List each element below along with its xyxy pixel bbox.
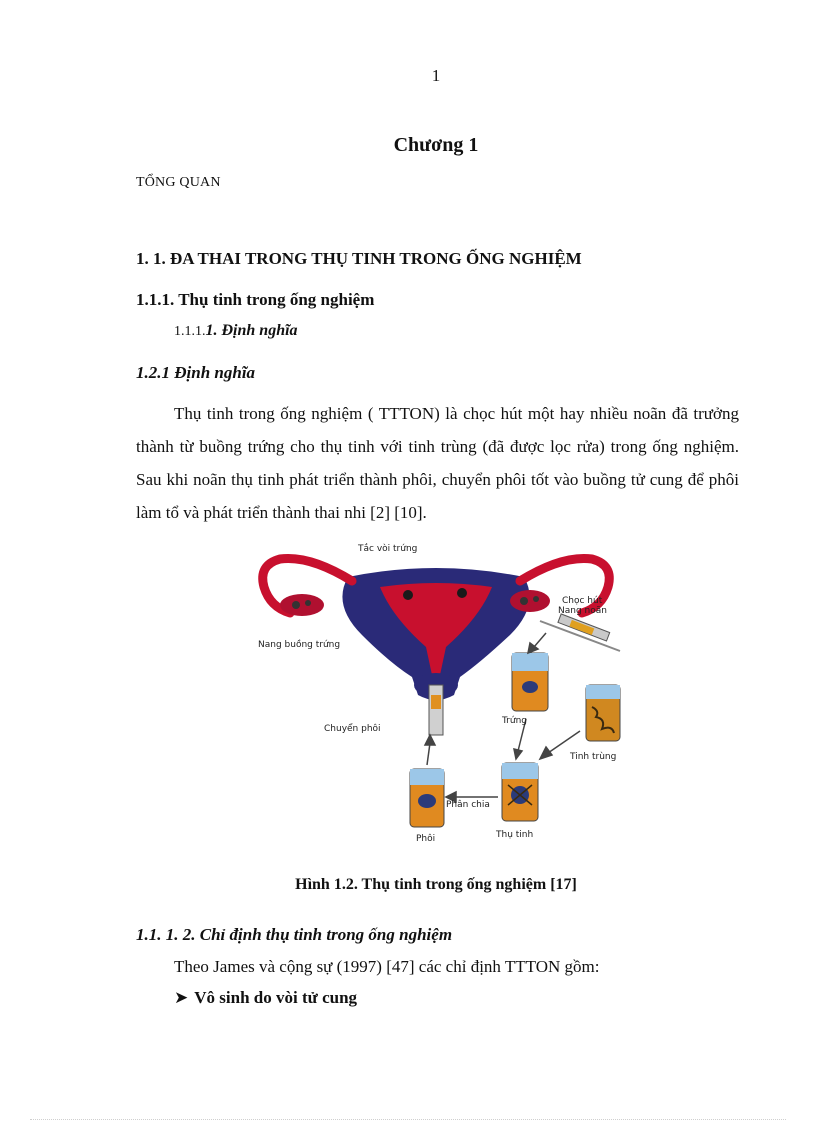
section-heading: 1. 1. ĐA THAI TRONG THỤ TINH TRONG ỐNG NGHIỆM [136, 249, 582, 268]
right-ovary [510, 590, 550, 612]
bullet-text: Vô sinh do vòi tử cung [194, 988, 358, 1007]
transfer-catheter [429, 685, 443, 735]
arrow-bullet-icon: ➤ [174, 988, 189, 1008]
label-choc-hut: Chọc hút [562, 596, 603, 606]
label-tinh-trung: Tinh trùng [570, 752, 617, 762]
definition-heading: 1.2.1 Định nghĩa [136, 363, 256, 382]
figure-caption: Hình 1.2. Thụ tinh trong ống nghiệm [17] [295, 876, 577, 893]
left-ovary [280, 594, 324, 616]
ivf-figure [240, 535, 632, 845]
footer-divider [30, 1119, 786, 1120]
embryo-tube [410, 769, 444, 827]
label-tac-voi-trung: Tắc vòi trứng [358, 544, 418, 554]
label-thu-tinh: Thụ tinh [496, 830, 534, 840]
label-phoi: Phôi [416, 834, 436, 844]
page-number: 1 [431, 66, 441, 85]
subsubsection-heading [174, 322, 298, 340]
definition-paragraph: Thụ tinh trong ống nghiệm ( TTTON) là chọc hút một hay nhiều noãn đã trưởng thành từ buồng trứng cho thụ tinh với tinh trùng (đã được lọc rửa) trong ống nghiệm. Sau khi noãn thụ tinh phát triển thành phôi, chuyển phôi tốt vào buồng tử cung để phôi làm tổ và phát triển thành thai nhi [2] [10]. [136, 404, 739, 522]
subsection-heading: 1.1.1. Thụ tinh trong ống nghiệm [136, 290, 375, 309]
fertilization-tube [502, 763, 538, 821]
subsubsection-prefix: 1.1.1. [174, 324, 206, 339]
bullet-item [174, 988, 357, 1008]
label-nang-buong-trung: Nang buồng trứng [258, 640, 341, 650]
egg-tube [512, 653, 548, 711]
indication-heading: 1.1. 1. 2. Chỉ định thụ tinh trong ống nghiệm [136, 925, 453, 944]
label-phan-chia: Phân chia [446, 800, 490, 810]
overview-label: TỔNG QUAN [136, 175, 221, 190]
label-trung: Trứng [502, 716, 527, 726]
label-nang-noan: Nang noãn [558, 606, 607, 616]
chapter-title: Chương 1 [393, 134, 479, 156]
ivf-diagram [240, 535, 632, 845]
label-chuyen-phoi: Chuyển phôi [324, 724, 381, 734]
subsubsection-title: 1. Định nghĩa [205, 322, 298, 339]
aspiration-needle [540, 614, 620, 651]
indication-paragraph: Theo James và cộng sự (1997) [47] các chỉ định TTTON gồm: [174, 957, 600, 976]
sperm-tube [586, 685, 620, 741]
